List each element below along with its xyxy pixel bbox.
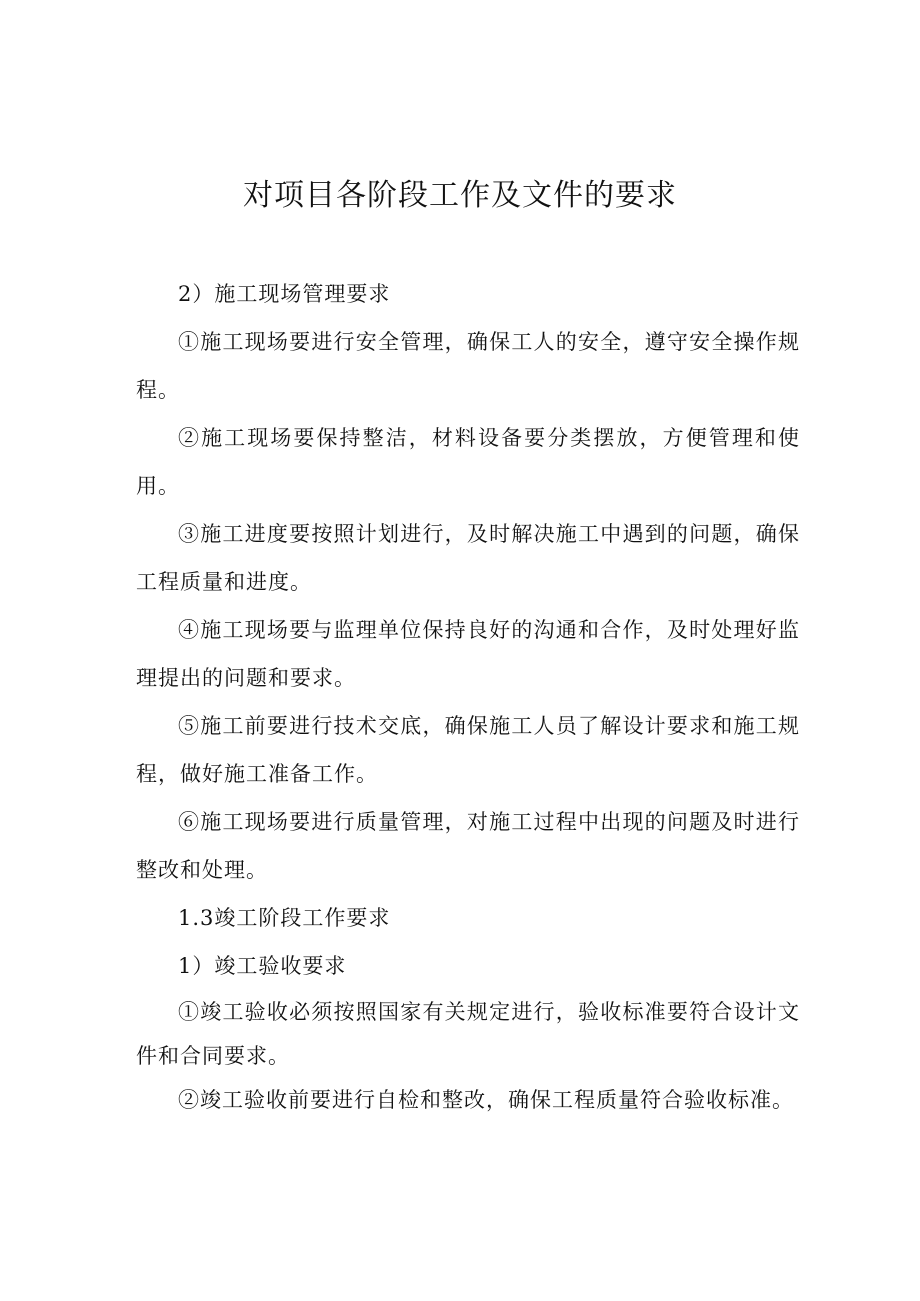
page-title: 对项目各阶段工作及文件的要求 bbox=[243, 178, 677, 213]
paragraph-schedule: ③施工进度要按照计划进行，及时解决施工中遇到的问题，确保工程质量和进度。 bbox=[136, 522, 800, 594]
paragraph-acceptance-standard: ①竣工验收必须按照国家有关规定进行，验收标准要符合设计文件和合同要求。 bbox=[136, 1000, 800, 1068]
document-body bbox=[136, 270, 800, 1122]
section-heading-completion: 1.3竣工阶段工作要求 bbox=[178, 906, 391, 930]
paragraph-safety: ①施工现场要进行安全管理，确保工人的安全，遵守安全操作规程。 bbox=[136, 330, 800, 402]
paragraph-heading-acceptance: 1）竣工验收要求 bbox=[178, 954, 347, 978]
paragraph-quality: ⑥施工现场要进行质量管理，对施工过程中出现的问题及时进行整改和处理。 bbox=[136, 810, 800, 882]
paragraph-tidiness: ②施工现场要保持整洁，材料设备要分类摆放，方便管理和使用。 bbox=[136, 426, 800, 498]
paragraph-technical-briefing: ⑤施工前要进行技术交底，确保施工人员了解设计要求和施工规程，做好施工准备工作。 bbox=[136, 714, 800, 786]
paragraph-supervision: ④施工现场要与监理单位保持良好的沟通和合作，及时处理好监理提出的问题和要求。 bbox=[136, 618, 800, 690]
paragraph-self-inspection: ②竣工验收前要进行自检和整改，确保工程质量符合验收标准。 bbox=[178, 1088, 794, 1112]
paragraph-heading-site-management: 2）施工现场管理要求 bbox=[178, 282, 391, 306]
